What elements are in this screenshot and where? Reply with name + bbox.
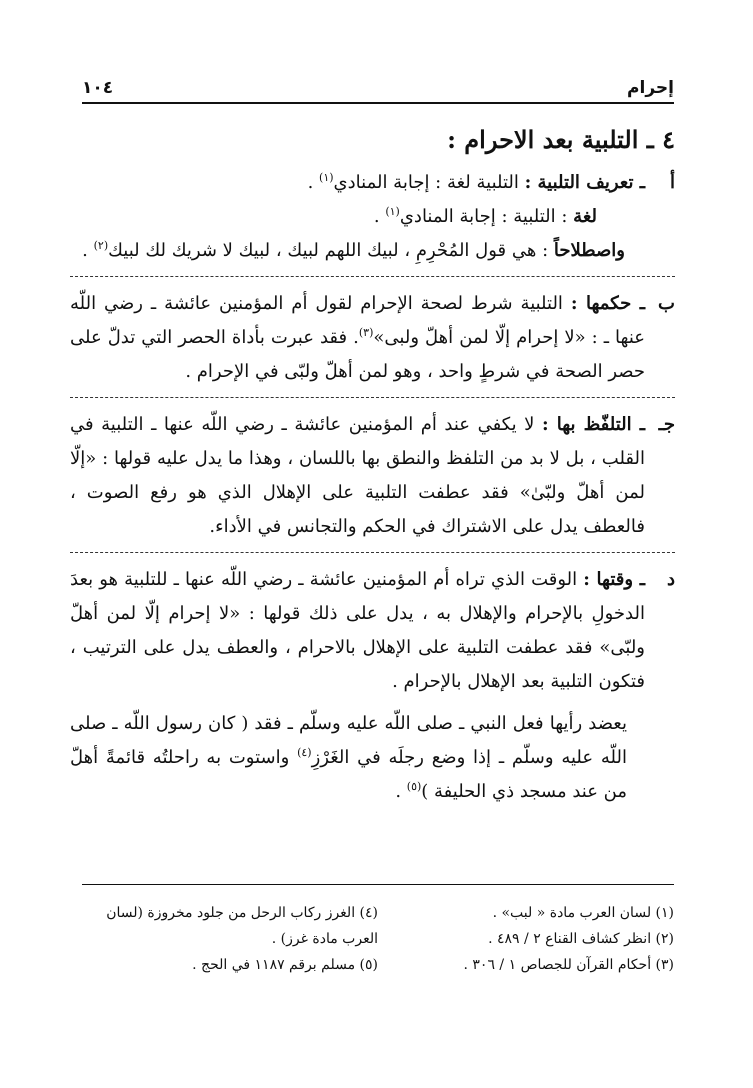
lugha-end: . <box>373 206 386 227</box>
header-rule <box>82 102 674 104</box>
istilah-paragraph <box>70 234 645 268</box>
footnotes <box>82 900 674 1000</box>
support-paragraph <box>70 707 675 809</box>
section-divider <box>70 276 675 277</box>
lugha-label: لغة <box>573 206 597 227</box>
definition-paragraph <box>70 166 645 200</box>
footnote: (٥) مسلم برقم ١١٨٧ في الحج . <box>192 957 378 973</box>
ruling-paragraph <box>70 287 645 389</box>
ruling-text: التلبية شرط لصحة الإحرام لقول أم المؤمنين عائشة ـ رضي اللّه عنها ـ : «لا إحرام إلّا لمن أهلّ ولبى» <box>70 293 645 348</box>
footnote-ref: (١) <box>385 205 400 218</box>
definition-text: التلبية لغة : إجابة المنادي <box>333 172 519 193</box>
ruling-label: ـ حكمها : <box>570 293 645 314</box>
footnote-ref: (٥) <box>406 780 422 793</box>
definition-end: . <box>307 172 320 193</box>
istilah-label: واصطلاحاً <box>553 240 625 261</box>
item-letter: جـ <box>658 414 675 435</box>
main-text <box>70 120 675 809</box>
footnotes-left-column <box>82 900 378 978</box>
utterance-label: ـ التلفّظ بها : <box>541 414 646 435</box>
footnote: (٢) انظر كشاف القناع ٢ / ٤٨٩ . <box>488 931 674 947</box>
footnote: (٤) الغرز ركاب الرحل من جلود مخروزة (لسان العرب مادة غرز) . <box>106 905 378 947</box>
section-divider <box>70 552 675 553</box>
page-number: ١٠٤ <box>82 78 114 98</box>
istilah-text: : هي قول المُحْرِمِ ، لبيك اللهم لبيك ، لبيك لا شريك لك لبيك <box>108 240 549 261</box>
lugha-paragraph <box>70 200 645 234</box>
item-timing <box>70 563 675 699</box>
footnote-ref: (١) <box>319 171 334 184</box>
item-utterance <box>70 408 675 544</box>
item-definition <box>70 166 675 268</box>
utterance-paragraph <box>70 408 645 544</box>
section-divider <box>70 397 675 398</box>
item-letter: أ <box>669 172 675 193</box>
utterance-text: لا يكفي عند أم المؤمنين عائشة ـ رضي اللّه عنها ـ التلبية في القلب ، بل لا بد من التلفظ والنطق بها باللسان ، وهذا ما يدل عليه قولها : «إلّا لمن أهلّ ولبّىٰ» فقد عطفت التلبية على الإهلال الذي هو رفع الصوت ، فالعطف يدل على الاشتراك في الحكم والتجانس في الأداء. <box>70 414 645 537</box>
timing-text: الوقت الذي تراه أم المؤمنين عائشة ـ رضي اللّه عنها ـ للتلبية هو بعدَ الدخولِ بالإحرام والإهلال به ، يدل على ذلك قولها : «لا إحرام إلّا لمن أهلّ ولبّى» فقد عطفت التلبية على الإهلال بالاحرام ، والعطف يدل على الترتيب ، فتكون التلبية بعد الإهلال بالإحرام . <box>70 569 645 692</box>
header-title: إحرام <box>627 78 674 98</box>
ruling-text-cont: . فقد عبرت بأداة الحصر التي تدلّ على حصر الصحة في شرطٍ واحد ، وهو لمن أهلّ ولبّى في الإحرام . <box>70 327 645 382</box>
istilah-end: . <box>82 240 94 261</box>
footnote-rule <box>82 884 674 885</box>
support-end: . <box>395 781 407 802</box>
timing-label: ـ وقتها : <box>583 569 645 590</box>
timing-paragraph <box>70 563 645 699</box>
item-ruling <box>70 287 675 389</box>
item-letter: د <box>666 569 675 590</box>
footnote-ref: (٣) <box>358 326 374 339</box>
lugha-text: : التلبية : إجابة المنادي <box>399 206 568 227</box>
definition-label: ـ تعريف التلبية : <box>524 172 645 193</box>
section-title: ٤ ـ التلبية بعد الاحرام : <box>447 125 675 154</box>
footnote-ref: (٢) <box>93 239 109 252</box>
support-text: يعضد رأيها فعل النبي ـ صلى اللّه عليه وسلّم ـ فقد ( كان رسول اللّه ـ صلى اللّه عليه وسلّم ـ إذا وضع رجلَه في الغَرْزِ <box>70 713 627 768</box>
item-letter: ب <box>658 293 675 314</box>
footnote-ref: (٤) <box>297 746 312 759</box>
running-header <box>82 68 674 98</box>
support-text-cont: واستوت به راحلتُه قائمةً أهلّ من عند مسجد ذي الحليفة ) <box>70 747 627 802</box>
footnotes-right-column <box>378 900 674 978</box>
footnote: (١) لسان العرب مادة « لبب» . <box>492 905 674 921</box>
footnote: (٣) أحكام القرآن للجصاص ١ / ٣٠٦ . <box>463 957 674 973</box>
